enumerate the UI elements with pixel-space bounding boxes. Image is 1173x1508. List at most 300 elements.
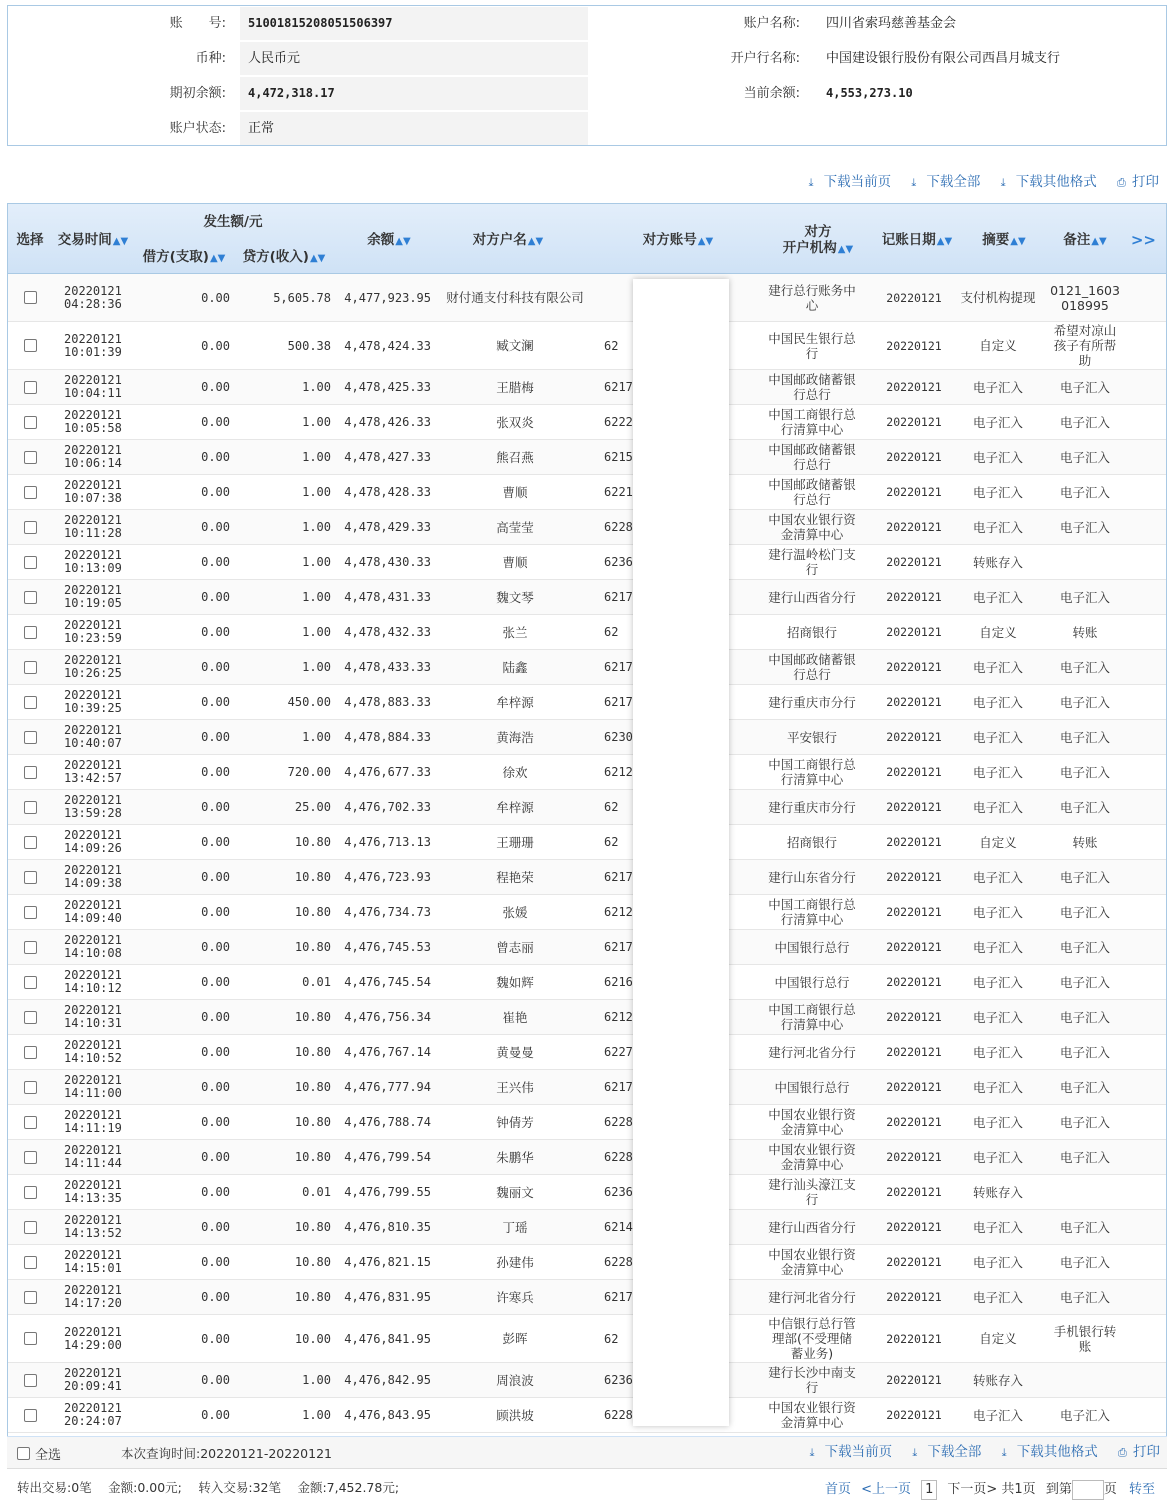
row-summary: 电子汇入 bbox=[972, 1079, 1023, 1095]
col-balance[interactable] bbox=[344, 232, 434, 250]
row-debit: 0.00 bbox=[201, 765, 230, 779]
table-row bbox=[8, 930, 1166, 965]
row-remark: 转账 bbox=[1072, 834, 1098, 850]
row-debit: 0.00 bbox=[201, 1150, 230, 1164]
download-page-link[interactable] bbox=[809, 172, 892, 193]
row-summary: 电子汇入 bbox=[972, 799, 1023, 815]
col-time[interactable] bbox=[54, 232, 132, 250]
col-balance-label: 余额 bbox=[367, 232, 395, 248]
row-post-date: 20220121 bbox=[886, 800, 942, 814]
row-credit: 1.00 bbox=[302, 590, 331, 604]
row-debit: 0.00 bbox=[201, 1290, 230, 1304]
row-debit: 0.00 bbox=[201, 695, 230, 709]
table-row bbox=[8, 1105, 1166, 1140]
row-cp-bank: 平安银行 bbox=[786, 729, 837, 745]
col-time-label: 交易时间 bbox=[57, 232, 112, 248]
row-balance: 4,476,745.54 bbox=[344, 975, 431, 989]
row-cp-bank: 中国工商银行总行清算中心 bbox=[768, 897, 856, 927]
row-checkbox[interactable] bbox=[24, 871, 37, 884]
sort-icon: ▲▼ bbox=[309, 253, 326, 264]
row-date: 20220121 bbox=[64, 1324, 122, 1339]
row-cp-account: 6236 bbox=[604, 555, 633, 569]
row-balance: 4,476,756.34 bbox=[344, 1010, 431, 1024]
row-time: 14:17:20 bbox=[64, 1296, 122, 1310]
row-summary: 电子汇入 bbox=[972, 484, 1023, 500]
print-link[interactable] bbox=[1118, 1442, 1160, 1463]
row-remark: 电子汇入 bbox=[1059, 1149, 1110, 1165]
row-cp-name: 朱鹏华 bbox=[496, 1149, 534, 1165]
bank-label: 开户行名称: bbox=[730, 51, 800, 66]
row-cp-name: 曾志丽 bbox=[496, 939, 534, 955]
row-debit: 0.00 bbox=[201, 940, 230, 954]
row-balance: 4,476,745.53 bbox=[344, 940, 431, 954]
row-summary: 支付机构提现 bbox=[960, 290, 1036, 305]
row-summary: 自定义 bbox=[979, 338, 1017, 353]
row-debit: 0.00 bbox=[201, 380, 230, 394]
row-checkbox[interactable] bbox=[24, 1151, 37, 1164]
row-summary: 电子汇入 bbox=[972, 1219, 1023, 1235]
row-date: 20220121 bbox=[64, 1178, 122, 1192]
row-time: 20:24:07 bbox=[64, 1414, 122, 1428]
row-debit: 0.00 bbox=[201, 905, 230, 919]
row-post-date: 20220121 bbox=[886, 1373, 942, 1387]
row-credit: 1.00 bbox=[302, 415, 331, 429]
row-date: 20220121 bbox=[64, 1366, 122, 1380]
row-summary: 电子汇入 bbox=[972, 659, 1023, 675]
row-checkbox[interactable] bbox=[24, 941, 37, 954]
row-cp-bank: 建行温岭松门支行 bbox=[768, 547, 856, 577]
row-remark: 电子汇入 bbox=[1059, 589, 1110, 605]
currency: 人民币元 bbox=[240, 42, 588, 75]
row-cp-name: 张兰 bbox=[502, 624, 528, 640]
first-page-link[interactable]: 首页 bbox=[825, 1482, 852, 1497]
row-balance: 4,476,843.95 bbox=[344, 1408, 431, 1422]
row-checkbox[interactable] bbox=[24, 416, 37, 429]
row-checkbox[interactable] bbox=[24, 626, 37, 639]
row-date: 20220121 bbox=[64, 1108, 122, 1122]
table-row bbox=[8, 545, 1166, 580]
goto-page-input[interactable] bbox=[1072, 1480, 1104, 1500]
row-checkbox[interactable] bbox=[24, 766, 37, 779]
row-checkbox[interactable] bbox=[24, 339, 37, 352]
row-balance: 4,476,702.33 bbox=[344, 800, 431, 814]
row-post-date: 20220121 bbox=[886, 660, 942, 674]
download-page-link[interactable] bbox=[810, 1442, 893, 1463]
row-time: 10:23:59 bbox=[64, 631, 122, 645]
row-cp-account: 62 bbox=[604, 625, 619, 639]
row-time: 10:40:07 bbox=[64, 736, 122, 750]
printer-icon: ⎙ bbox=[1117, 176, 1126, 189]
row-balance: 4,478,426.33 bbox=[344, 415, 431, 429]
row-time: 14:13:52 bbox=[64, 1226, 122, 1240]
col-remark-label: 备注 bbox=[1063, 232, 1091, 248]
row-remark: 0121_1603018995 bbox=[1050, 282, 1120, 313]
row-cp-account: 62 bbox=[604, 835, 619, 849]
row-cp-name: 彭晖 bbox=[502, 1331, 528, 1346]
row-debit: 0.00 bbox=[201, 1010, 230, 1024]
row-checkbox[interactable] bbox=[24, 696, 37, 709]
row-date: 20220121 bbox=[64, 1401, 122, 1415]
row-cp-bank: 中国农业银行资金清算中心 bbox=[768, 1400, 856, 1430]
table-row bbox=[8, 1070, 1166, 1105]
row-balance: 4,476,810.35 bbox=[344, 1220, 431, 1234]
row-cp-bank: 中国邮政储蓄银行总行 bbox=[768, 652, 856, 682]
table-row bbox=[8, 580, 1166, 615]
row-debit: 0.00 bbox=[201, 520, 230, 534]
row-date: 20220121 bbox=[64, 408, 122, 422]
row-date: 20220121 bbox=[64, 688, 122, 702]
row-post-date: 20220121 bbox=[886, 590, 942, 604]
row-debit: 0.00 bbox=[201, 555, 230, 569]
row-debit: 0.00 bbox=[201, 290, 230, 305]
row-credit: 10.80 bbox=[294, 905, 331, 919]
table-row bbox=[8, 1245, 1166, 1280]
row-balance: 4,476,821.15 bbox=[344, 1255, 431, 1269]
row-date: 20220121 bbox=[64, 331, 122, 346]
transaction-summary: 转出交易:0笔 金额:0.00元; 转入交易:32笔 金额:7,452.78元; bbox=[17, 1480, 400, 1495]
col-cp-account[interactable] bbox=[618, 232, 738, 250]
row-credit: 10.00 bbox=[294, 1331, 331, 1346]
redaction-mask bbox=[633, 279, 729, 1426]
row-cp-bank: 中国农业银行资金清算中心 bbox=[768, 512, 856, 542]
row-date: 20220121 bbox=[64, 1003, 122, 1017]
row-balance: 4,476,842.95 bbox=[344, 1373, 431, 1387]
row-cp-account: 6217 bbox=[604, 1290, 633, 1304]
row-credit: 10.80 bbox=[294, 1080, 331, 1094]
row-cp-name: 张双炎 bbox=[496, 414, 534, 430]
row-balance: 4,476,713.13 bbox=[344, 835, 431, 849]
row-credit: 1.00 bbox=[302, 660, 331, 674]
row-cp-name: 牟梓源 bbox=[496, 694, 534, 710]
opening-balance: 4,472,318.17 bbox=[240, 77, 588, 110]
row-date: 20220121 bbox=[64, 283, 122, 298]
row-summary: 电子汇入 bbox=[972, 1114, 1023, 1130]
row-summary: 电子汇入 bbox=[972, 1044, 1023, 1060]
col-summary[interactable] bbox=[966, 232, 1042, 250]
row-balance: 4,476,788.74 bbox=[344, 1115, 431, 1129]
opening-balance-label: 期初余额: bbox=[169, 86, 226, 101]
row-cp-bank: 中国邮政储蓄银行总行 bbox=[768, 442, 856, 472]
transaction-table bbox=[7, 203, 1167, 1436]
row-debit: 0.00 bbox=[201, 625, 230, 639]
row-balance: 4,476,799.55 bbox=[344, 1185, 431, 1199]
row-time: 14:11:00 bbox=[64, 1086, 122, 1100]
row-debit: 0.00 bbox=[201, 415, 230, 429]
row-time: 10:19:05 bbox=[64, 596, 122, 610]
print-label: 打印 bbox=[1133, 1444, 1160, 1460]
row-cp-account: 6236 bbox=[604, 1185, 633, 1199]
select-all-checkbox[interactable] bbox=[17, 1447, 30, 1460]
row-cp-account: 6215 bbox=[604, 450, 633, 464]
row-credit: 25.00 bbox=[294, 800, 331, 814]
row-cp-name: 程艳荣 bbox=[496, 869, 534, 885]
row-credit: 10.80 bbox=[294, 1045, 331, 1059]
col-remark[interactable] bbox=[1048, 232, 1122, 250]
row-cp-bank: 中国工商银行总行清算中心 bbox=[768, 407, 856, 437]
row-summary: 电子汇入 bbox=[972, 974, 1023, 990]
download-icon: ⤓ bbox=[808, 176, 814, 189]
print-label: 打印 bbox=[1132, 174, 1159, 190]
row-checkbox[interactable] bbox=[24, 451, 37, 464]
goto-suffix: 页 bbox=[1103, 1482, 1117, 1497]
row-debit: 0.00 bbox=[201, 1408, 230, 1422]
row-post-date: 20220121 bbox=[886, 1010, 942, 1024]
row-cp-account: 6228 bbox=[604, 1115, 633, 1129]
row-cp-bank: 建行汕头濠江支行 bbox=[768, 1177, 856, 1207]
row-cp-bank: 建行山西省分行 bbox=[768, 1219, 856, 1235]
top-toolbar bbox=[793, 172, 1159, 192]
col-debit[interactable] bbox=[138, 249, 230, 267]
account-name: 四川省索玛慈善基金会 bbox=[826, 16, 957, 31]
row-date: 20220121 bbox=[64, 373, 122, 387]
row-post-date: 20220121 bbox=[886, 765, 942, 779]
row-time: 04:28:36 bbox=[64, 296, 122, 311]
row-balance: 4,476,841.95 bbox=[344, 1331, 431, 1346]
row-cp-name: 崔艳 bbox=[502, 1009, 528, 1025]
row-checkbox[interactable] bbox=[24, 661, 37, 674]
row-date: 20220121 bbox=[64, 863, 122, 877]
row-cp-bank: 建行河北省分行 bbox=[768, 1044, 856, 1060]
row-checkbox[interactable] bbox=[24, 1332, 37, 1345]
sort-icon: ▲▼ bbox=[395, 236, 411, 247]
goto-prefix: 到第 bbox=[1045, 1482, 1072, 1497]
row-remark: 电子汇入 bbox=[1059, 1009, 1110, 1025]
row-checkbox[interactable] bbox=[24, 1116, 37, 1129]
row-remark: 电子汇入 bbox=[1059, 1407, 1110, 1423]
row-checkbox[interactable] bbox=[24, 591, 37, 604]
row-summary: 电子汇入 bbox=[972, 1289, 1023, 1305]
row-credit: 1.00 bbox=[302, 730, 331, 744]
row-debit: 0.00 bbox=[201, 975, 230, 989]
row-checkbox[interactable] bbox=[24, 556, 37, 569]
sort-icon: ▲▼ bbox=[209, 253, 226, 264]
account-info-panel bbox=[7, 5, 1167, 146]
row-cp-account: 6230 bbox=[604, 730, 633, 744]
download-all-link[interactable] bbox=[912, 1442, 981, 1463]
row-checkbox[interactable] bbox=[24, 486, 37, 499]
row-date: 20220121 bbox=[64, 618, 122, 632]
row-time: 20:09:41 bbox=[64, 1379, 122, 1393]
row-balance: 4,478,430.33 bbox=[344, 555, 431, 569]
row-cp-account: 62 bbox=[604, 1331, 619, 1346]
prev-page-link[interactable]: <上一页 bbox=[861, 1482, 912, 1497]
goto-button[interactable]: 转至 bbox=[1128, 1482, 1155, 1497]
row-summary: 电子汇入 bbox=[972, 519, 1023, 535]
row-cp-name: 孙建伟 bbox=[496, 1254, 534, 1270]
row-cp-bank: 中国工商银行总行清算中心 bbox=[768, 757, 856, 787]
row-cp-name: 顾洪坡 bbox=[496, 1407, 534, 1423]
row-credit: 10.80 bbox=[294, 1115, 331, 1129]
row-cp-account: 62 bbox=[604, 338, 619, 353]
row-cp-bank: 中国民生银行总行 bbox=[768, 330, 856, 361]
row-time: 14:10:08 bbox=[64, 946, 122, 960]
row-summary: 电子汇入 bbox=[972, 764, 1023, 780]
row-remark: 电子汇入 bbox=[1059, 939, 1110, 955]
table-row bbox=[8, 1140, 1166, 1175]
query-time: 本次查询时间:20220121-20220121 bbox=[121, 1446, 332, 1461]
row-remark: 电子汇入 bbox=[1059, 904, 1110, 920]
table-header bbox=[8, 203, 1166, 274]
row-cp-name: 黄海浩 bbox=[496, 729, 534, 745]
row-checkbox[interactable] bbox=[24, 381, 37, 394]
current-balance-label: 当前余额: bbox=[743, 86, 800, 101]
table-row bbox=[8, 825, 1166, 860]
row-post-date: 20220121 bbox=[886, 1115, 942, 1129]
row-post-date: 20220121 bbox=[886, 695, 942, 709]
row-credit: 1.00 bbox=[302, 1373, 331, 1387]
row-credit: 10.80 bbox=[294, 940, 331, 954]
row-date: 20220121 bbox=[64, 443, 122, 457]
row-checkbox[interactable] bbox=[24, 1011, 37, 1024]
row-post-date: 20220121 bbox=[886, 520, 942, 534]
print-link[interactable] bbox=[1117, 172, 1159, 193]
row-debit: 0.00 bbox=[201, 730, 230, 744]
row-remark: 电子汇入 bbox=[1059, 1289, 1110, 1305]
row-summary: 电子汇入 bbox=[972, 1254, 1023, 1270]
row-checkbox[interactable] bbox=[24, 1186, 37, 1199]
row-post-date: 20220121 bbox=[886, 835, 942, 849]
row-checkbox[interactable] bbox=[24, 731, 37, 744]
row-summary: 电子汇入 bbox=[972, 589, 1023, 605]
row-debit: 0.00 bbox=[201, 1080, 230, 1094]
table-row bbox=[8, 1280, 1166, 1315]
row-summary: 自定义 bbox=[979, 834, 1017, 850]
row-cp-bank: 中国农业银行资金清算中心 bbox=[768, 1247, 856, 1277]
col-post-date[interactable] bbox=[876, 232, 958, 250]
row-checkbox[interactable] bbox=[24, 976, 37, 989]
row-remark: 希望对凉山孩子有所帮助 bbox=[1053, 323, 1117, 368]
table-row bbox=[8, 1363, 1166, 1398]
row-credit: 450.00 bbox=[287, 695, 331, 709]
row-summary: 电子汇入 bbox=[972, 1009, 1023, 1025]
account-number: 51001815208051506397 bbox=[240, 7, 588, 40]
row-credit: 720.00 bbox=[287, 765, 331, 779]
download-other-link[interactable] bbox=[1002, 1442, 1098, 1463]
row-credit: 0.01 bbox=[302, 1185, 331, 1199]
row-post-date: 20220121 bbox=[886, 1150, 942, 1164]
bottom-toolbar bbox=[794, 1442, 1160, 1462]
select-all[interactable] bbox=[17, 1444, 61, 1463]
row-post-date: 20220121 bbox=[886, 1331, 942, 1346]
row-checkbox[interactable] bbox=[24, 1409, 37, 1422]
download-icon: ⤓ bbox=[1000, 176, 1006, 189]
row-checkbox[interactable] bbox=[24, 801, 37, 814]
table-row bbox=[8, 790, 1166, 825]
row-time: 14:09:26 bbox=[64, 841, 122, 855]
next-page-link[interactable]: 下一页> bbox=[947, 1482, 998, 1497]
row-checkbox[interactable] bbox=[24, 1291, 37, 1304]
row-checkbox[interactable] bbox=[24, 836, 37, 849]
row-post-date: 20220121 bbox=[886, 415, 942, 429]
row-time: 10:13:09 bbox=[64, 561, 122, 575]
table-row bbox=[8, 440, 1166, 475]
row-remark: 电子汇入 bbox=[1059, 414, 1110, 430]
col-cp-name[interactable] bbox=[448, 232, 568, 250]
row-cp-name: 牟梓源 bbox=[496, 799, 534, 815]
row-remark: 电子汇入 bbox=[1059, 1219, 1110, 1235]
row-time: 14:09:38 bbox=[64, 876, 122, 890]
row-cp-name: 王兴伟 bbox=[496, 1079, 534, 1095]
table-row bbox=[8, 650, 1166, 685]
row-checkbox[interactable] bbox=[24, 521, 37, 534]
row-credit: 10.80 bbox=[294, 1010, 331, 1024]
row-cp-name: 黄曼曼 bbox=[496, 1044, 534, 1060]
row-balance: 4,478,431.33 bbox=[344, 590, 431, 604]
row-remark: 电子汇入 bbox=[1059, 1044, 1110, 1060]
row-remark: 电子汇入 bbox=[1059, 379, 1110, 395]
download-all-link[interactable] bbox=[911, 172, 980, 193]
row-balance: 4,476,831.95 bbox=[344, 1290, 431, 1304]
row-checkbox[interactable] bbox=[24, 1221, 37, 1234]
table-row bbox=[8, 370, 1166, 405]
row-cp-account: 6221 bbox=[604, 485, 633, 499]
row-remark: 电子汇入 bbox=[1059, 694, 1110, 710]
row-post-date: 20220121 bbox=[886, 485, 942, 499]
row-time: 14:10:52 bbox=[64, 1051, 122, 1065]
row-cp-bank: 中国农业银行资金清算中心 bbox=[768, 1142, 856, 1172]
row-balance: 4,477,923.95 bbox=[344, 290, 431, 305]
table-row bbox=[8, 965, 1166, 1000]
row-cp-account: 6228 bbox=[604, 1255, 633, 1269]
row-cp-account: 62 bbox=[604, 800, 619, 814]
download-all-label: 下载全部 bbox=[926, 174, 981, 190]
col-select: 选择 bbox=[16, 232, 44, 248]
table-row bbox=[8, 685, 1166, 720]
row-credit: 1.00 bbox=[302, 1408, 331, 1422]
row-checkbox[interactable] bbox=[24, 1374, 37, 1387]
row-date: 20220121 bbox=[64, 828, 122, 842]
account-status: 正常 bbox=[240, 112, 588, 145]
bank-name: 中国建设银行股份有限公司西昌月城支行 bbox=[826, 51, 1061, 66]
col-cp-bank-label-1: 对方 bbox=[804, 224, 832, 240]
row-balance: 4,478,428.33 bbox=[344, 485, 431, 499]
row-checkbox[interactable] bbox=[24, 1081, 37, 1094]
row-post-date: 20220121 bbox=[886, 730, 942, 744]
row-post-date: 20220121 bbox=[886, 1080, 942, 1094]
col-credit[interactable] bbox=[238, 249, 330, 267]
col-cp-bank[interactable] bbox=[766, 224, 870, 258]
row-cp-name: 魏文琴 bbox=[496, 589, 534, 605]
row-summary: 电子汇入 bbox=[972, 379, 1023, 395]
row-cp-name: 臧文澜 bbox=[496, 338, 534, 353]
row-balance: 4,476,799.54 bbox=[344, 1150, 431, 1164]
row-date: 20220121 bbox=[64, 548, 122, 562]
row-remark: 电子汇入 bbox=[1059, 1079, 1110, 1095]
row-credit: 10.80 bbox=[294, 835, 331, 849]
row-summary: 电子汇入 bbox=[972, 694, 1023, 710]
row-time: 10:39:25 bbox=[64, 701, 122, 715]
row-post-date: 20220121 bbox=[886, 1185, 942, 1199]
row-checkbox[interactable] bbox=[24, 1046, 37, 1059]
row-checkbox[interactable] bbox=[24, 291, 37, 304]
row-cp-name: 熊召燕 bbox=[496, 449, 534, 465]
download-icon: ⤓ bbox=[809, 1446, 815, 1459]
row-time: 10:01:39 bbox=[64, 344, 122, 359]
row-summary: 电子汇入 bbox=[972, 1149, 1023, 1165]
row-time: 13:59:28 bbox=[64, 806, 122, 820]
table-row bbox=[8, 1398, 1166, 1433]
row-cp-account: 6217 bbox=[604, 695, 633, 709]
table-row bbox=[8, 322, 1166, 370]
download-other-link[interactable] bbox=[1001, 172, 1097, 193]
more-columns-button[interactable]: >> bbox=[1130, 231, 1156, 249]
table-row bbox=[8, 1210, 1166, 1245]
row-checkbox[interactable] bbox=[24, 906, 37, 919]
row-post-date: 20220121 bbox=[886, 555, 942, 569]
row-credit: 10.80 bbox=[294, 1220, 331, 1234]
row-checkbox[interactable] bbox=[24, 1256, 37, 1269]
row-date: 20220121 bbox=[64, 933, 122, 947]
